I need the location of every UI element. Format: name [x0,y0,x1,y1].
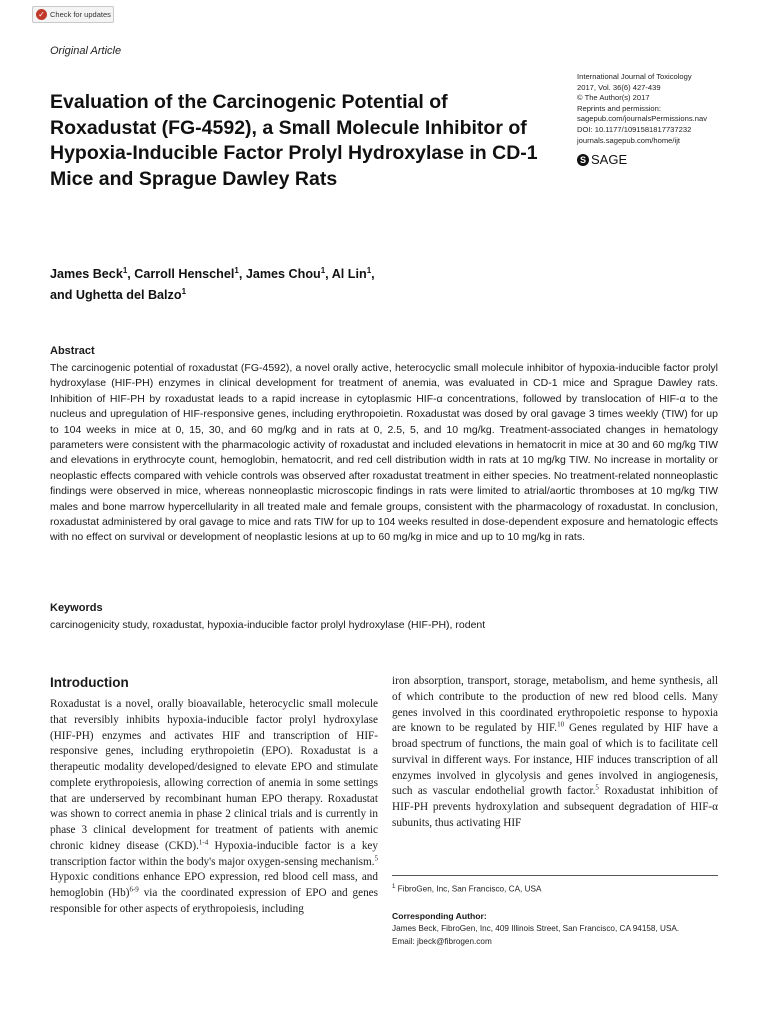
citation-ref[interactable]: 1-4 [198,838,209,847]
update-check-icon: ✓ [36,9,47,20]
journal-name: International Journal of Toxicology [577,72,692,81]
journal-homepage-link[interactable]: journals.sagepub.com/home/ijt [577,135,680,145]
corresponding-author-heading: Corresponding Author: [392,911,487,921]
affiliation-text: FibroGen, Inc, San Francisco, CA, USA [397,884,542,894]
sage-logo-icon: S [577,154,589,166]
citation-ref[interactable]: 6-9 [129,885,139,894]
citation-ref[interactable]: 5 [374,853,378,862]
check-for-updates-button[interactable] [32,6,114,23]
permissions-link[interactable]: sagepub.com/journalsPermissions.nav [577,114,708,124]
keywords-heading: Keywords [50,602,103,614]
author-affiliation-mark: 1 [122,266,128,275]
body-text: Roxadustat inhibition of HIF-PH prevents hydroxylation and subsequent degradation of HIF-α subunits, thus activating HIF [392,785,719,829]
author-affiliation-mark: 1 [320,266,326,275]
body-text: Hypoxic conditions enhance EPO expression, red blood cell mass, and hemoglobin (Hb) [50,871,378,899]
keywords-text: carcinogenicity study, roxadustat, hypoxia-inducible factor prolyl hydroxylase (HIF-PH), rodent [50,619,486,631]
introduction-left-column [50,697,378,918]
abstract-text: The carcinogenic potential of roxadustat (FG-4592), a novel orally active, heterocyclic small molecule inhibitor of hypoxia-inducible factor prolyl hydroxylase (HIF-PH) enzymes in clinical development for treatment of anemia, was evaluated in CD-1 mice and Sprague Dawley rats. Inhibition of HIF-PH by roxadustat leads to a rapid increase in cytoplasmic HIF-α concentrations, followed by translocation of HIF-α to the nucleus and upregulation of HIF-responsive genes, including erythropoietin. Roxadustat was dosed by oral gavage 3 times weekly (TIW) for up to 104 weeks in mice at 0, 15, 30, and 60 mg/kg and in rats at 0, 2.5, 5, and 10 mg/kg. Treatment-associated changes in hematology parameters were consistent with the pharmacologic activity of roxadustat and included elevations in hematocrit in mice at 30 and 60 mg/kg TIW and elevations in erythrocyte count, hemoglobin, hematocrit, and red cell distribution width in rats at 10 mg/kg TIW. No increase in mortality or neoplastic effects compared with vehicle controls was observed after roxadustat treatment in either species. No treatment-related nonneoplastic findings were observed in mice, whereas nonneoplastic microscopic findings in rats were limited to atrial/aortic thromboses at 10 mg/kg TIW males and bone marrow hypercellularity in all treated male and female groups, consistent with the pharmacology of roxadustat. In conclusion, roxadustat administered by oral gavage to mice and rats TIW for up to 104 weeks resulted in dose-dependent exposure and hematologic effects with no effect on survival or development of neoplastic lesions at up to 60 mg/kg in mice and up to 10 mg/kg in rats. [50,362,718,544]
sage-logo-text: SAGE [591,152,628,167]
check-for-updates-label: Check for updates [50,10,111,19]
author-affiliation-mark: 1 [234,266,239,275]
author-name: Carroll Henschel [134,267,235,282]
author-name: Ughetta del Balzo [75,288,182,303]
author-affiliation-mark: 1 [181,287,187,297]
sage-logo [577,152,627,167]
journal-info [577,72,752,146]
copyright: © The Author(s) 2017 [577,93,650,103]
doi-link[interactable]: DOI: 10.1177/1091581817737232 [577,124,692,134]
citation-ref[interactable]: 5 [595,783,599,792]
reprints-label: Reprints and permission: [577,103,661,113]
author-affiliation-mark: 1 [366,266,372,275]
corresponding-author-email[interactable]: Email: jbeck@fibrogen.com [392,937,492,946]
affiliation-footnote [392,884,541,894]
author-name: Al Lin [331,267,367,282]
body-text: Genes regulated by HIF have a broad spectrum of functions, the main goal of which is to facilitate cell survival in different ways. For instance, HIF induces transcription of all enzymes involved in glycolysis and genes involved in angiogenesis, such as vascular endothelial growth factor. [392,722,718,798]
author-name: James Beck [50,267,123,282]
article-title: Evaluation of the Carcinogenic Potential of Roxadustat (FG-4592), a Small Molecule Inhibitor of Hypoxia-Inducible Factor Prolyl Hydroxylase in CD-1 Mice and Sprague Dawley Rats [50,91,538,190]
abstract-heading: Abstract [50,345,95,357]
article-type: Original Article [50,45,122,57]
corresponding-author-address: James Beck, FibroGen, Inc, 409 Illinois Street, San Francisco, CA 94158, USA. [392,924,680,933]
introduction-heading: Introduction [50,675,129,690]
body-text: Hypoxia-inducible factor is a key transcription factor within the body's major oxygen-sensing mechanism. [50,839,378,868]
body-text: via the coordinated expression of EPO and genes responsible for other aspects of erythropoiesis, including [50,887,378,915]
affiliation-mark: 1 [392,884,396,890]
introduction-right-column [392,674,718,832]
body-text: Roxadustat is a novel, orally bioavailable, heterocyclic small molecule that reversibly inhibits hypoxia-inducible factor prolyl hydroxylase (HIF-PH) enzymes and activates HIF and transcription of HIF-responsive genes, including erythropoietin (EPO). Roxadustat is a therapeutic modality developed/designed to elevate EPO and stimulate complete erythropoiesis, allowing correction of anemia in some settings that are underserved by recombinant human EPO therapy. Roxadustat was shown to correct anemia in phase 2 clinical trials and is currently in phase 3 clinical development for treatment of patients with anemic chronic kidney disease (CKD). [50,698,378,852]
author-name: James Chou [245,267,321,282]
author-list: James Beck$^1$, Carroll Henschel$^1$, James Chou$^1$, Al Lin$^1$, and Ughetta del Balzo$^1$ [50,266,375,303]
footnote-divider [392,875,718,876]
citation-ref[interactable]: 10 [557,720,565,729]
body-text: iron absorption, transport, storage, metabolism, and heme synthesis, all of which contribute to the production of new red blood cells. Many genes involved in this coordinated erythropoietic response to hypoxia are known to be regulated by HIF. [392,675,718,735]
journal-volume: 2017, Vol. 36(6) 427-439 [577,82,661,92]
